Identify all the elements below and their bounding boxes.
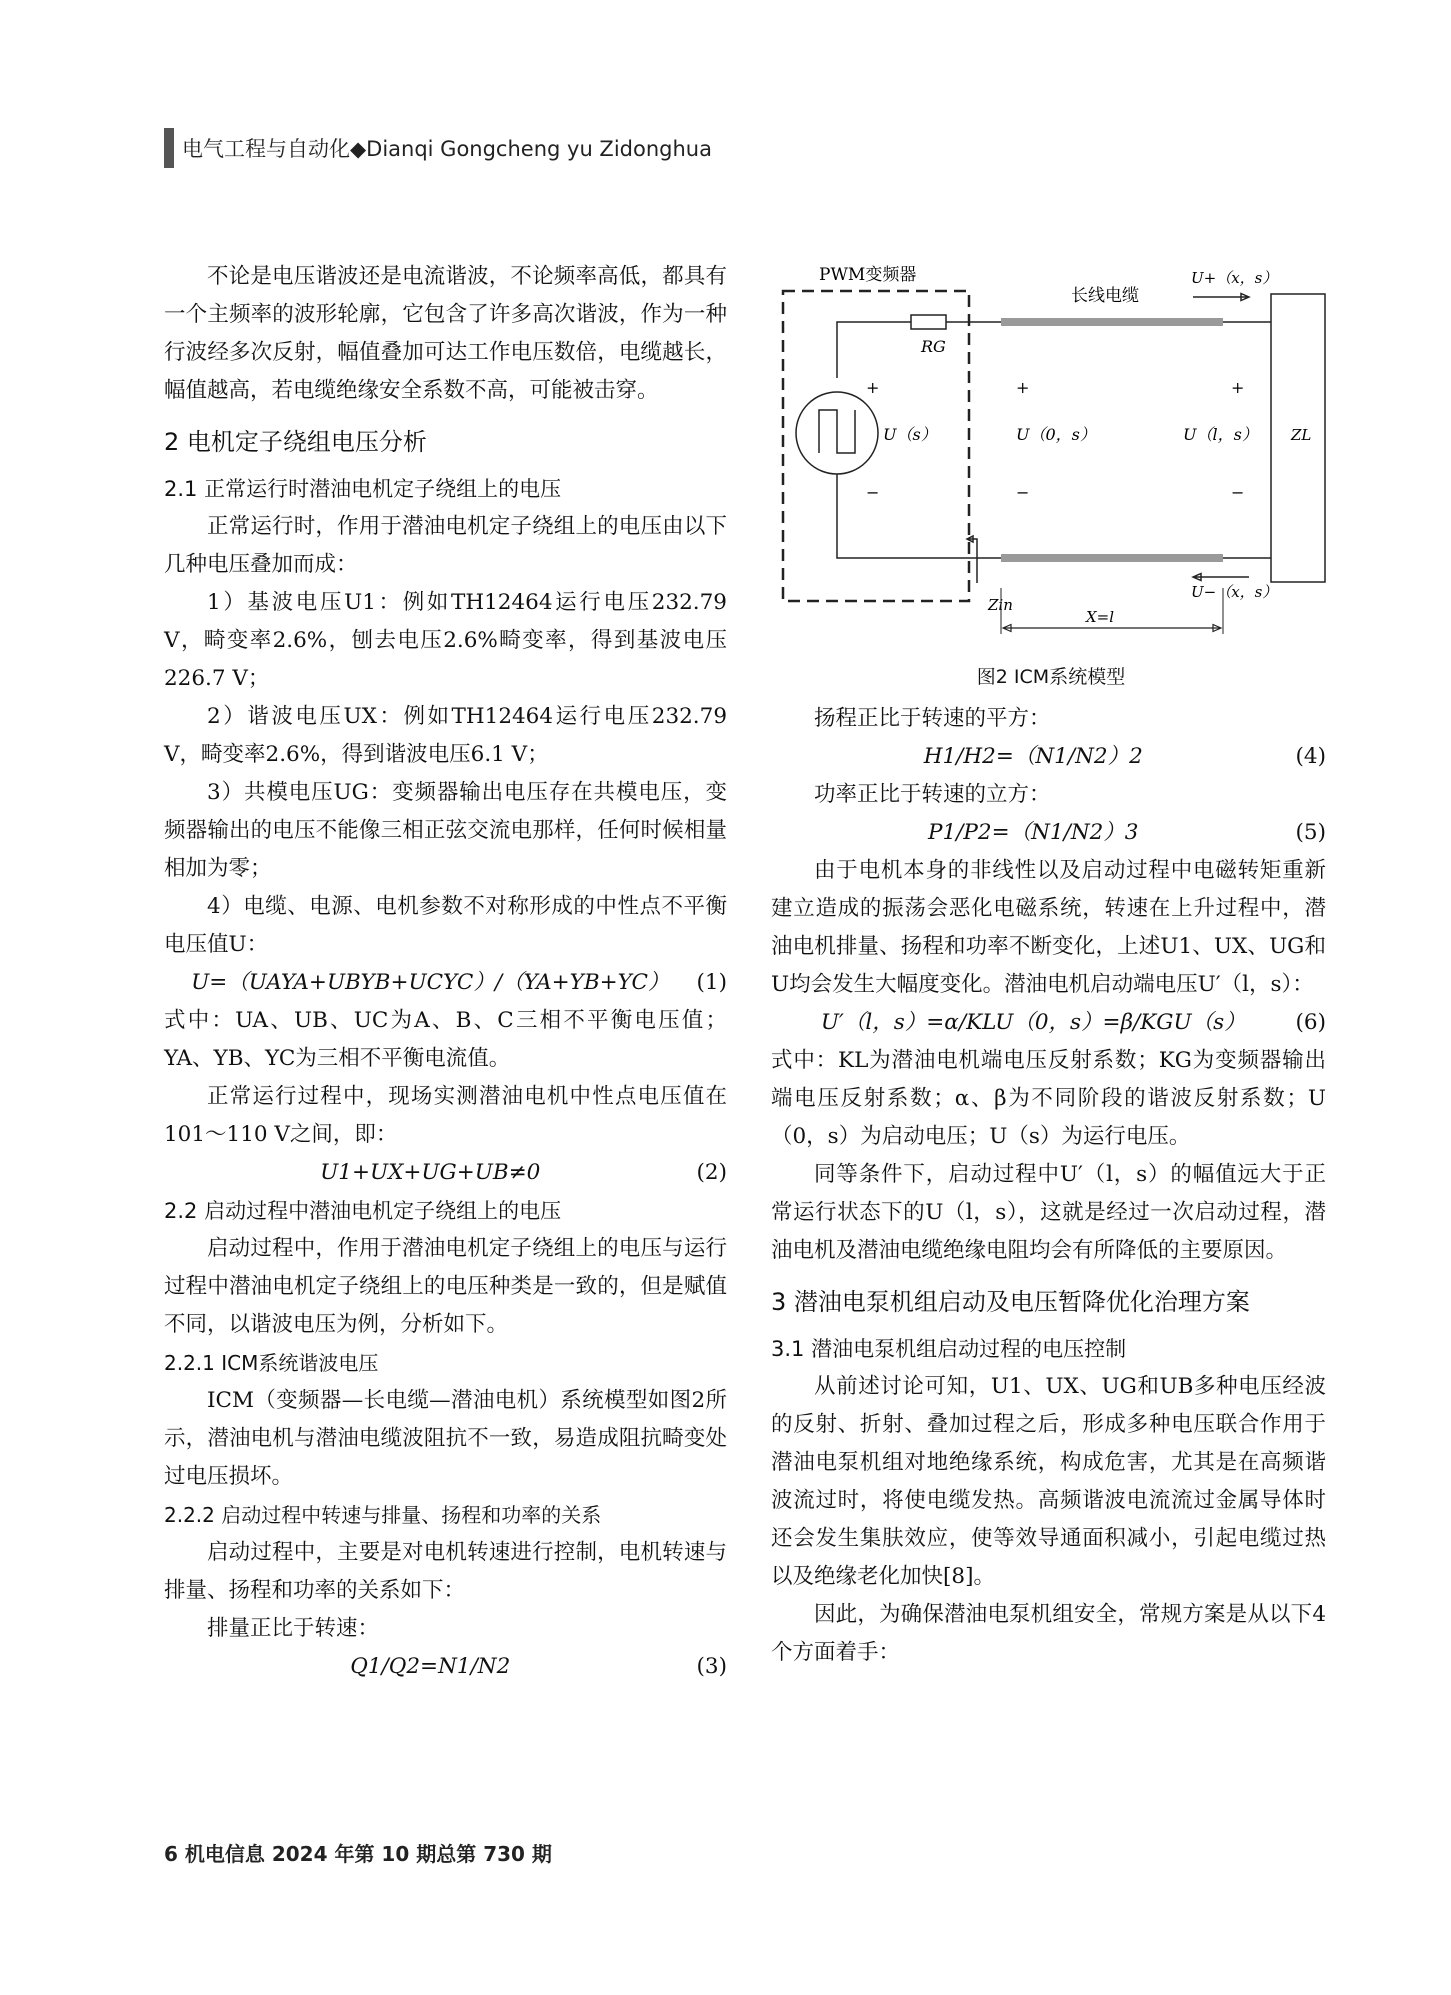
section-heading: 2 电机定子绕组电压分析 [164,428,427,456]
header-text: 电气工程与自动化◆Dianqi Gongcheng yu Zidonghua [182,137,712,161]
plus-sign: + [866,378,880,397]
equation-number: (1) [696,970,727,995]
equation-4 [771,738,1326,776]
subsection-heading: 3.1 潜油电泵机组启动过程的电压控制 [771,1337,1127,1361]
backward-arrow-icon [1193,574,1249,581]
plus-sign: + [1016,378,1030,397]
list-item: 3）共模电压UG：变频器输出电压存在共模电压，变频器输出的电压不能像三相正弦交流电那样，任何时候相量相加为零； [164,780,727,881]
equation-3 [164,1648,727,1686]
right-column [771,700,1326,1672]
subsection-heading: 2.1 正常运行时潜油电机定子绕组上的电压 [164,477,562,501]
paragraph: 式中：KL为潜油电机端电压反射系数；KG为变频器输出端电压反射系数；α、β为不同阶段的谐波反射系数；U（0，s）为启动电压；U（s）为运行电压。 [771,1048,1326,1149]
backward-wave-label: U−（x，s） [1191,583,1278,601]
paragraph: 启动过程中，作用于潜油电机定子绕组上的电压与运行过程中潜油电机定子绕组上的电压种类是一致的，但是赋值不同，以谐波电压为例，分析如下。 [164,1236,727,1337]
paragraph: 正常运行时，作用于潜油电机定子绕组上的电压由以下几种电压叠加而成： [164,514,727,577]
equation-2 [164,1154,727,1192]
paragraph: ICM（变频器—长电缆—潜油电机）系统模型如图2所示，潜油电机与潜油电缆波阻抗不一致，易造成阻抗畸变处过电压损坏。 [164,1388,727,1489]
equation-body: U1+UX+UG+UB≠0 [320,1160,541,1185]
paragraph: 因此，为确保潜油电泵机组安全，常规方案是从以下4个方面着手： [771,1602,1326,1665]
figure-caption: 图2 ICM系统模型 [976,666,1126,688]
list-item: 4）电缆、电源、电机参数不对称形成的中性点不平衡电压值U： [164,894,727,957]
start-voltage-label: U（0，s） [1016,425,1096,444]
paragraph: 排量正比于转速： [207,1616,380,1641]
equation-5 [771,814,1326,852]
pwm-label: PWM变频器 [819,265,917,285]
cable-top [1001,318,1223,326]
circuit-diagram [771,258,1331,648]
paragraph: 功率正比于转速的立方： [814,782,1051,807]
equation-body: Q1/Q2=N1/N2 [350,1654,511,1679]
minus-sign: − [866,483,880,502]
paragraph: 由于电机本身的非线性以及启动过程中电磁转矩重新建立造成的振荡会恶化电磁系统，转速在上升过程中，潜油电机排量、扬程和功率不断变化，上述U1、UX、UG和U均会发生大幅度变化。潜油电机启动端电压U′（l，s）： [771,858,1326,997]
list-item: 1）基波电压U1：例如TH12464运行电压232.79 V，畸变率2.6%，刨去电压2.6%畸变率，得到基波电压226.7 V； [164,590,727,691]
cable-label: 长线电缆 [1071,286,1139,306]
paragraph: 同等条件下，启动过程中U′（l，s）的幅值远大于正常运行状态下的U（l，s），这就是经过一次启动过程，潜油电机及潜油电缆绝缘电阻均会有所降低的主要原因。 [771,1162,1326,1263]
running-header [164,128,712,168]
length-label: X=l [1086,608,1115,626]
left-column [164,258,727,1686]
equation-number: (3) [696,1654,727,1679]
equation-number: (5) [1295,820,1326,845]
equation-number: (4) [1295,744,1326,769]
equation-body: U=（UAYA+UBYB+UCYC）/（YA+YB+YC） [191,970,670,995]
icm-model-figure [771,258,1331,648]
equation-body: U′（l，s）=α/KLU（0，s）=β/KGU（s） [820,1010,1246,1035]
subsubsection-heading: 2.2.1 ICM系统谐波电压 [164,1351,379,1375]
list-item: 2）谐波电压UX：例如TH12464运行电压232.79 V，畸变率2.6%，得到谐波电压6.1 V； [164,704,727,767]
cable-bottom [1001,554,1223,562]
equation-number: (6) [1295,1010,1326,1035]
equation-body: P1/P2=（N1/N2）3 [928,820,1139,845]
paragraph: 扬程正比于转速的平方： [814,706,1051,731]
forward-arrow-icon [1193,294,1249,301]
header-bar [164,128,174,168]
minus-sign: − [1016,483,1030,502]
rg-resistor [911,315,946,329]
equation-6 [771,1004,1326,1042]
subsubsection-heading: 2.2.2 启动过程中转速与排量、扬程和功率的关系 [164,1503,602,1527]
equation-number: (2) [696,1160,727,1185]
paragraph: 不论是电压谐波还是电流谐波，不论频率高低，都具有一个主频率的波形轮廓，它包含了许多高次谐波，作为一种行波经多次反射，幅值叠加可达工作电压数倍，电缆越长，幅值越高，若电缆绝缘安全系数不高，可能被击穿。 [164,264,727,403]
subsection-heading: 2.2 启动过程中潜油电机定子绕组上的电压 [164,1199,562,1223]
plus-sign: + [1231,378,1245,397]
load-label: ZL [1291,426,1312,444]
paragraph: 式中：UA、UB、UC为A、B、C三相不平衡电压值；YA、YB、YC为三相不平衡电流值。 [164,1008,727,1071]
paragraph: 从前述讨论可知，U1、UX、UG和UB多种电压经波的反射、折射、叠加过程之后，形成多种电压联合作用于潜油电泵机组对地绝缘系统，构成危害，尤其是在高频谐波流过时，将使电缆发热。高频谐波电流流过金属导体时还会发生集肤效应，使等效导通面积减小，引起电缆过热以及绝缘老化加快[8]。 [771,1374,1326,1589]
page-footer: 6 机电信息 2024 年第 10 期总第 730 期 [164,1842,552,1866]
paragraph: 正常运行过程中，现场实测潜油电机中性点电压值在101～110 V之间，即： [164,1084,727,1147]
paragraph: 启动过程中，主要是对电机转速进行控制，电机转速与排量、扬程和功率的关系如下： [164,1540,727,1603]
section-heading: 3 潜油电泵机组启动及电压暂降优化治理方案 [771,1288,1250,1316]
end-voltage-label: U（l，s） [1183,425,1258,444]
equation-1 [164,964,727,1002]
rg-label: RG [921,337,946,356]
forward-wave-label: U+（x，s） [1191,269,1278,287]
source-voltage-label: U（s） [883,425,937,444]
equation-body: H1/H2=（N1/N2）2 [923,744,1143,769]
minus-sign: − [1231,483,1245,502]
zin-label: Zin [988,596,1013,614]
wire [837,322,911,378]
